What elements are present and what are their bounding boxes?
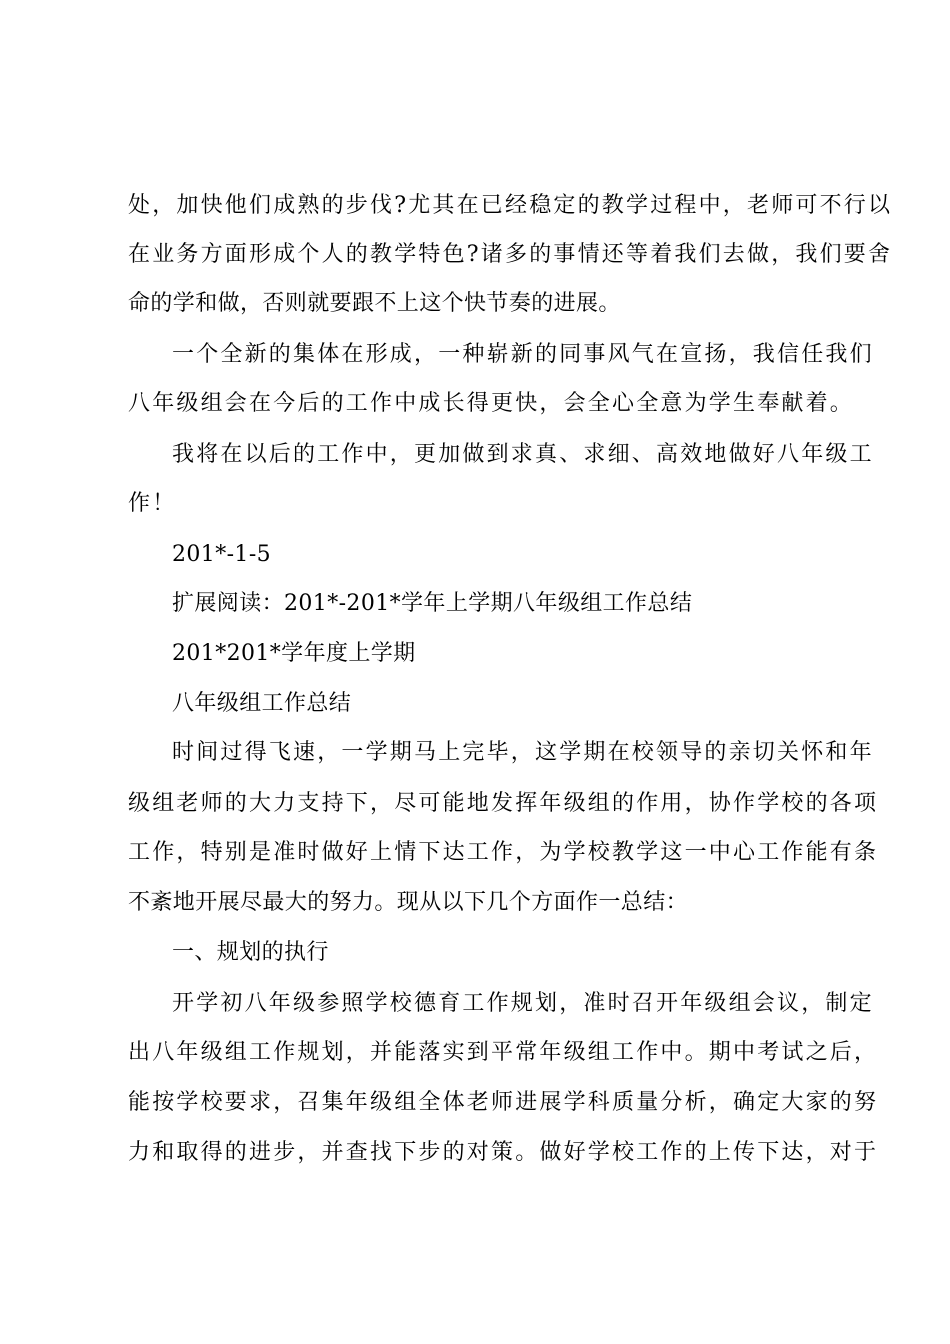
term-heading: 201*201*学年度上学期 bbox=[172, 641, 416, 666]
text-line: 级组老师的大力支持下，尽可能地发挥年级组的作用，协作学校的各项 bbox=[128, 791, 879, 816]
text-line: 八年级组会在今后的工作中成长得更快，会全心全意为学生奉献着。 bbox=[128, 391, 855, 416]
text-line: 不紊地开展尽最大的努力。现从以下几个方面作一总结： bbox=[128, 890, 689, 915]
text-line: 出八年级组工作规划，并能落实到平常年级组工作中。期中考试之后， bbox=[128, 1040, 879, 1065]
extended-reading-title: 扩展阅读：201*-201*学年上学期八年级组工作总结 bbox=[172, 591, 693, 616]
text-line: 处，加快他们成熟的步伐?尤其在已经稳定的教学过程中，老师可不行以 bbox=[128, 193, 893, 218]
text-line: 时间过得飞速，一学期马上完毕，这学期在校领导的亲切关怀和年 bbox=[172, 740, 874, 765]
section-heading: 一、规划的执行 bbox=[172, 940, 329, 965]
summary-heading: 八年级组工作总结 bbox=[172, 691, 352, 716]
text-line: 开学初八年级参照学校德育工作规划，准时召开年级组会议，制定 bbox=[172, 991, 874, 1016]
text-line: 一个全新的集体在形成，一种崭新的同事风气在宣扬，我信任我们 bbox=[172, 342, 874, 367]
text-line: 我将在以后的工作中，更加做到求真、求细、高效地做好八年级工 bbox=[172, 442, 874, 467]
text-line: 作！ bbox=[128, 491, 177, 516]
text-line: 命的学和做，否则就要跟不上这个快节奏的进展。 bbox=[128, 291, 621, 316]
date-line: 201*-1-5 bbox=[172, 542, 272, 567]
text-line: 工作，特别是准时做好上情下达工作，为学校教学这一中心工作能有条 bbox=[128, 840, 879, 865]
text-line: 在业务方面形成个人的教学特色?诸多的事情还等着我们去做，我们要舍 bbox=[128, 242, 893, 267]
text-line: 能按学校要求，召集年级组全体老师进展学科质量分析，确定大家的努 bbox=[128, 1090, 879, 1115]
text-line: 力和取得的进步，并查找下步的对策。做好学校工作的上传下达，对于 bbox=[128, 1140, 879, 1165]
